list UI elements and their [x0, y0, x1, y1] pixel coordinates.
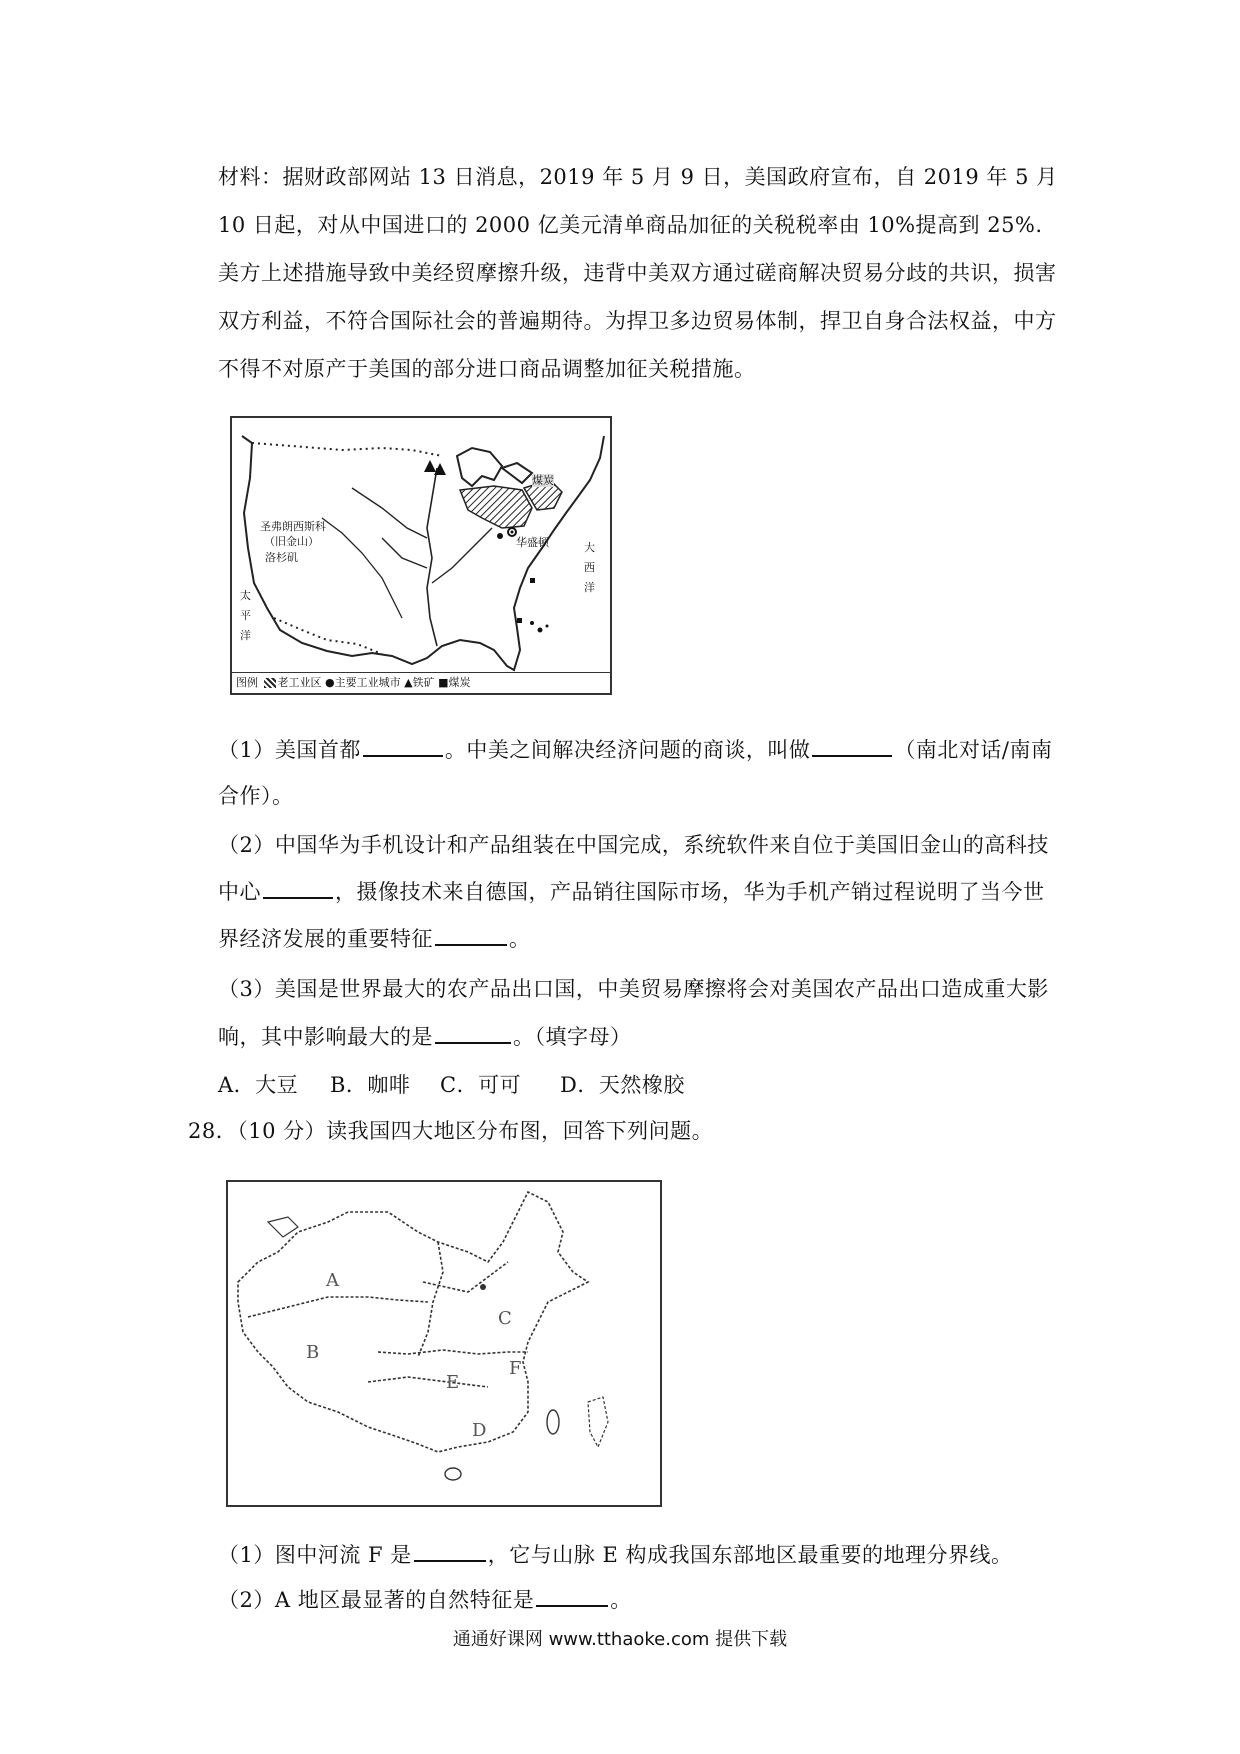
q27-3-line1: （3）美国是世界最大的农产品出口国，中美贸易摩擦将会对美国农产品出口造成重大影 [218, 977, 1049, 1001]
q27-2-line1: （2）中国华为手机设计和产品组装在中国完成，系统软件来自位于美国旧金山的高科技 [218, 833, 1049, 857]
china-map-drawing [228, 1182, 660, 1505]
region-label-f: F [509, 1358, 522, 1379]
china-regions-map [226, 1180, 662, 1507]
option-d[interactable]: D．天然橡胶 [560, 1073, 685, 1097]
option-a[interactable]: A．大豆 [218, 1073, 299, 1097]
answer-blank[interactable] [263, 879, 333, 899]
q27-options [218, 1069, 685, 1099]
pacific-ocean-label: 太 平 洋 [240, 589, 251, 642]
footer-text: 通通好课网 www.tthaoke.com 提供下载 [452, 1629, 788, 1650]
q27-1-line1: （1）美国首都 。中美之间解决经济问题的商谈，叫做 （南北对话/南南 [218, 738, 1053, 762]
answer-blank[interactable] [414, 1542, 486, 1562]
coal-tag-label: 煤炭 [532, 474, 554, 487]
q27-3-line2: 响，其中影响最大的是 。（填字母） [218, 1025, 632, 1049]
city-dot-icon: ● [325, 676, 335, 689]
q27-1-line2: 合作）。 [218, 784, 294, 808]
region-label-c: C [498, 1308, 512, 1329]
region-label-e: E [446, 1372, 460, 1393]
region-label-a: A [326, 1270, 339, 1291]
q27-2-line3: 界经济发展的重要特征 。 [218, 927, 531, 951]
option-c[interactable]: C．可可 [440, 1073, 522, 1097]
answer-blank[interactable] [435, 926, 507, 946]
material-paragraph: 材料：据财政部网站 13 日消息，2019 年 5 月 9 日，美国政府宣布，自 2019 年 5 月 10 日起，对从中国进口的 2000 亿美元清单商品加征的关税税率由 10%提高到 25%. 美方上述措施导致中美经贸摩擦升级，违背中美双方通过磋商解决贸易分歧的共识，损害双方利益，不符合国际社会的普遍期待。为捍卫多边贸易体制，捍卫自身合法权益，中方不得不对原产于美国的部分进口商品调整加征关税措施。 [218, 165, 1058, 381]
usa-industry-map [230, 416, 612, 695]
answer-blank[interactable] [812, 737, 892, 757]
legend-title: 图例 [236, 676, 258, 689]
option-b[interactable]: B．咖啡 [330, 1073, 411, 1097]
region-label-d: D [472, 1420, 487, 1441]
q28-2-line: （2）A 地区最显著的自然特征是 。 [218, 1588, 632, 1612]
san-francisco-alt-label: （旧金山） [264, 535, 319, 548]
answer-blank[interactable] [363, 737, 443, 757]
old-industrial-swatch [264, 678, 276, 688]
los-angeles-label: 洛杉矶 [265, 551, 298, 564]
q28-title: 28．（10 分）读我国四大地区分布图，回答下列问题。 [188, 1119, 714, 1143]
usa-map-legend: 图例 老工业区 ●主要工业城市 ▲铁矿 ■煤炭 [232, 672, 610, 693]
washington-label: 华盛顿 [516, 536, 549, 549]
iron-triangle-icon: ▲ [404, 676, 413, 689]
san-francisco-label: 圣弗朗西斯科 [260, 520, 326, 533]
atlantic-ocean-label: 大 西 洋 [584, 541, 595, 594]
q28-1-line: （1）图中河流 F 是 ，它与山脉 E 构成我国东部地区最重要的地理分界线。 [218, 1543, 1013, 1567]
coal-square-icon: ■ [438, 676, 449, 689]
answer-blank[interactable] [435, 1024, 511, 1044]
answer-blank[interactable] [536, 1587, 608, 1607]
region-label-b: B [306, 1342, 320, 1363]
q27-2-line2: 中心 ，摄像技术来自德国，产品销往国际市场，华为手机产销过程说明了当今世 [218, 880, 1045, 904]
